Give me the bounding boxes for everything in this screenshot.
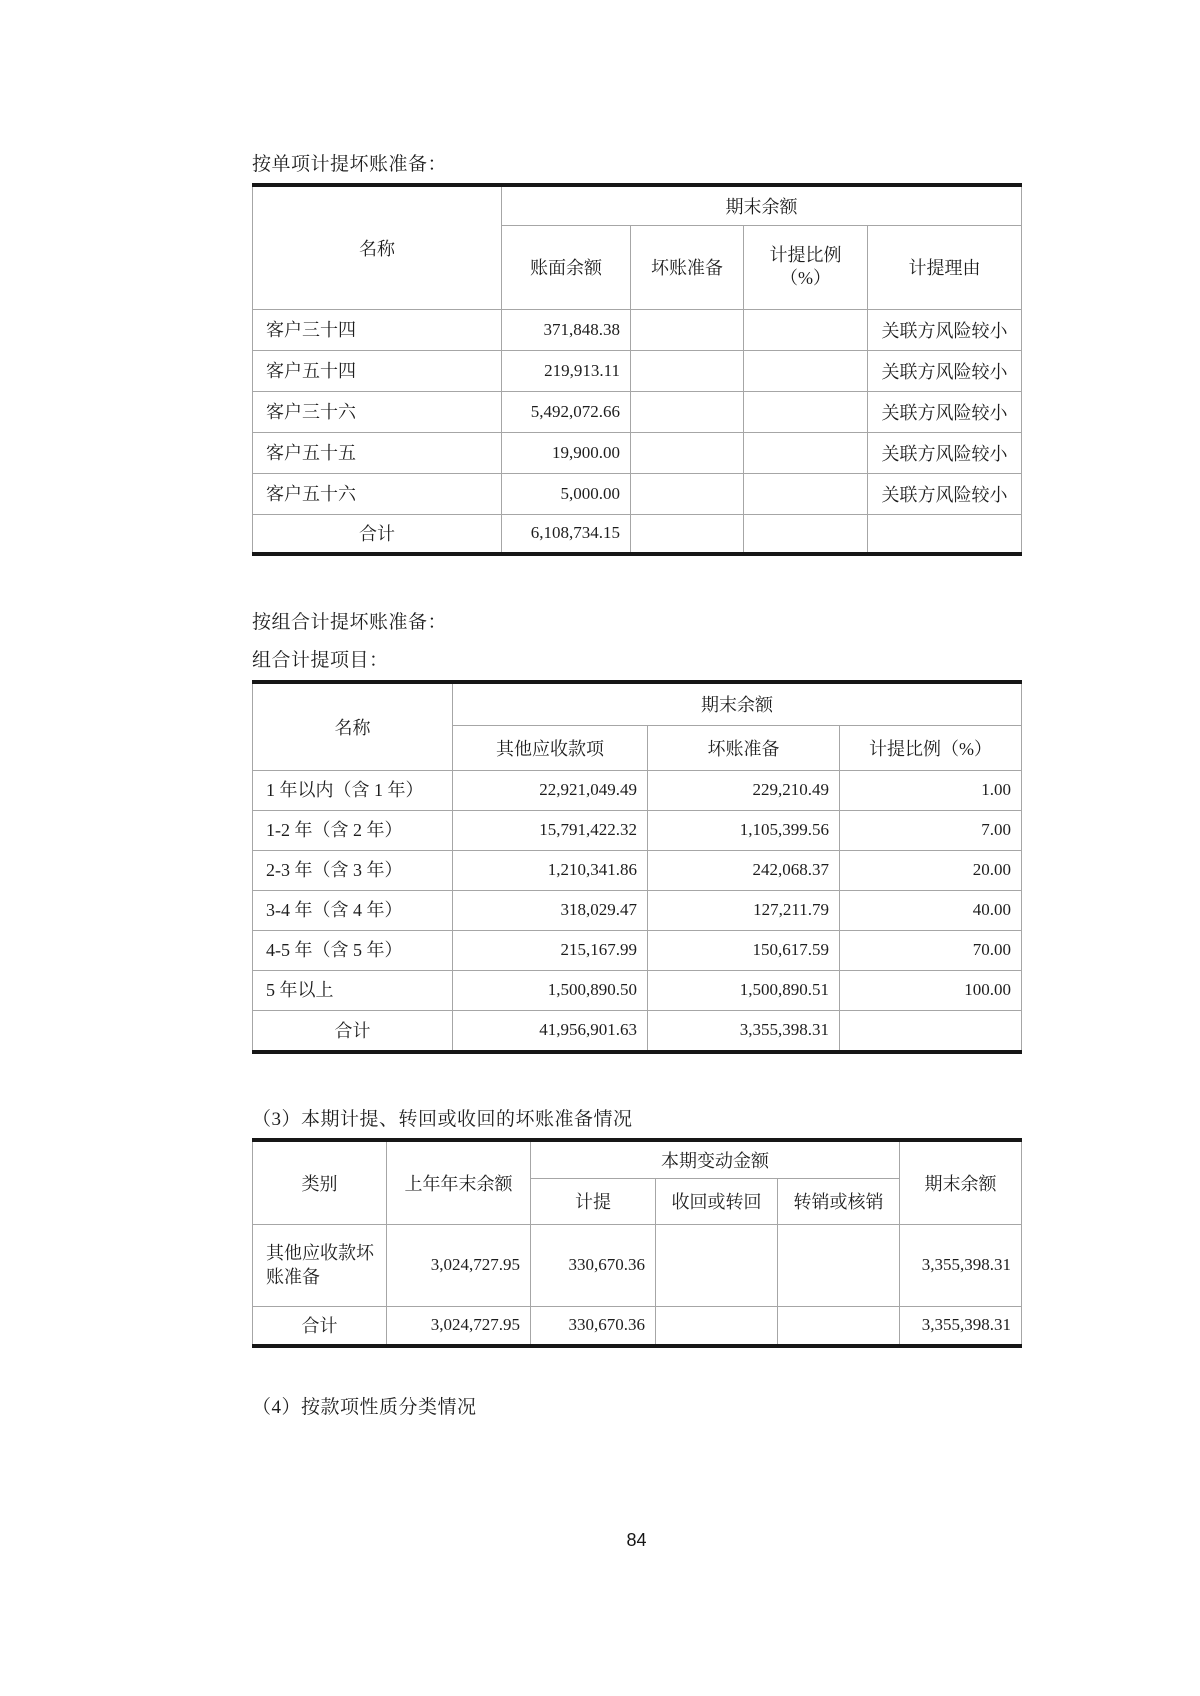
col-header-bad-debt-provision: 坏账准备 [648,725,840,770]
bad-debt-cell: 150,617.59 [648,930,840,970]
total-other-receivables-cell: 41,956,901.63 [453,1010,648,1052]
total-label-cell: 合计 [253,1010,453,1052]
col-header-current-period-change: 本期变动金额 [531,1140,900,1178]
total-book-balance-cell: 6,108,734.15 [502,514,631,554]
reason-cell: 关联方风险较小 [868,473,1022,514]
provision-made-cell: 330,670.36 [531,1224,656,1306]
col-header-other-receivables: 其他应收款项 [453,725,648,770]
col-header-recovered-or-reversed: 收回或转回 [656,1178,778,1224]
total-written-off-cell [778,1306,900,1346]
reason-cell: 关联方风险较小 [868,350,1022,391]
bad-debt-cell [631,309,744,350]
customer-name-cell: 客户五十四 [253,350,502,391]
total-provision-made-cell: 330,670.36 [531,1306,656,1346]
aging-bucket-cell: 5 年以上 [253,970,453,1010]
aging-bucket-cell: 2-3 年（含 3 年） [253,850,453,890]
table-row [253,1224,1022,1306]
total-recovered-cell [656,1306,778,1346]
bad-debt-cell [631,350,744,391]
col-header-bad-debt-provision: 坏账准备 [631,225,744,309]
col-header-period-end-balance: 期末余额 [453,682,1022,725]
total-ratio-cell [840,1010,1022,1052]
table-row [253,850,1022,890]
table-row [253,309,1022,350]
individual-provision-table [252,183,1022,556]
table-row [253,350,1022,391]
ratio-cell [744,473,868,514]
total-reason-cell [868,514,1022,554]
portfolio-provision-table [252,680,1022,1054]
table-row [253,890,1022,930]
provision-ratio-line2: （%） [780,268,831,288]
total-ending-balance-cell: 3,355,398.31 [900,1306,1022,1346]
table-total-row [253,1010,1022,1052]
bad-debt-cell: 242,068.37 [648,850,840,890]
customer-name-cell: 客户三十六 [253,391,502,432]
reason-cell: 关联方风险较小 [868,391,1022,432]
recovered-cell [656,1224,778,1306]
aging-bucket-cell: 4-5 年（含 5 年） [253,930,453,970]
bad-debt-cell: 1,105,399.56 [648,810,840,850]
ratio-cell [744,309,868,350]
ratio-cell [744,391,868,432]
col-header-provision-reason: 计提理由 [868,225,1022,309]
table-header-row [253,682,1022,725]
col-header-prior-year-end-balance: 上年年末余额 [387,1140,531,1224]
aging-bucket-cell: 1 年以内（含 1 年） [253,770,453,810]
table-header-row [253,1140,1022,1178]
table-row [253,970,1022,1010]
table-row [253,810,1022,850]
ratio-cell: 1.00 [840,770,1022,810]
section-subtitle-portfolio-items: 组合计提项目： [252,650,389,671]
reason-cell: 关联方风险较小 [868,309,1022,350]
ending-balance-cell: 3,355,398.31 [900,1224,1022,1306]
total-bad-debt-cell [631,514,744,554]
bad-debt-cell [631,473,744,514]
bad-debt-cell [631,391,744,432]
provision-changes-table [252,1138,1022,1348]
bad-debt-cell: 1,500,890.51 [648,970,840,1010]
section-title-current-period-changes: （3）本期计提、转回或收回的坏账准备情况 [252,1109,633,1130]
bad-debt-cell [631,432,744,473]
customer-name-cell: 客户五十六 [253,473,502,514]
total-label-cell: 合计 [253,1306,387,1346]
customer-name-cell: 客户三十四 [253,309,502,350]
col-header-name: 名称 [253,682,453,770]
other-receivables-cell: 22,921,049.49 [453,770,648,810]
ratio-cell: 40.00 [840,890,1022,930]
col-header-period-end-balance: 期末余额 [502,185,1022,225]
table-row [253,391,1022,432]
total-prior-balance-cell: 3,024,727.95 [387,1306,531,1346]
category-cell: 其他应收款坏账准备 [253,1224,387,1306]
book-balance-cell: 19,900.00 [502,432,631,473]
ratio-cell: 100.00 [840,970,1022,1010]
book-balance-cell: 371,848.38 [502,309,631,350]
table-row [253,473,1022,514]
page-number: 84 [626,1530,647,1550]
book-balance-cell: 5,492,072.66 [502,391,631,432]
total-ratio-cell [744,514,868,554]
ratio-cell [744,432,868,473]
table-header-row [253,185,1022,225]
other-receivables-cell: 1,500,890.50 [453,970,648,1010]
table-total-row [253,514,1022,554]
prior-balance-cell: 3,024,727.95 [387,1224,531,1306]
total-label-cell: 合计 [253,514,502,554]
customer-name-cell: 客户五十五 [253,432,502,473]
other-receivables-cell: 15,791,422.32 [453,810,648,850]
book-balance-cell: 219,913.11 [502,350,631,391]
ratio-cell: 70.00 [840,930,1022,970]
table-total-row [253,1306,1022,1346]
col-header-book-balance: 账面余额 [502,225,631,309]
other-receivables-cell: 318,029.47 [453,890,648,930]
bad-debt-cell: 127,211.79 [648,890,840,930]
section-title-portfolio-provision: 按组合计提坏账准备： [252,612,448,633]
provision-ratio-line1: 计提比例 [769,245,842,265]
table-row [253,432,1022,473]
ratio-cell [744,350,868,391]
col-header-category: 类别 [253,1140,387,1224]
written-off-cell [778,1224,900,1306]
table-row [253,930,1022,970]
col-header-provision-ratio: 计提比例（%） [840,725,1022,770]
other-receivables-cell: 1,210,341.86 [453,850,648,890]
col-header-period-end-balance: 期末余额 [900,1140,1022,1224]
table-row [253,770,1022,810]
other-receivables-cell: 215,167.99 [453,930,648,970]
col-header-provision-ratio [744,225,868,309]
section-title-classification-by-nature: （4）按款项性质分类情况 [252,1397,477,1418]
reason-cell: 关联方风险较小 [868,432,1022,473]
book-balance-cell: 5,000.00 [502,473,631,514]
col-header-written-off: 转销或核销 [778,1178,900,1224]
ratio-cell: 20.00 [840,850,1022,890]
col-header-provision-made: 计提 [531,1178,656,1224]
aging-bucket-cell: 1-2 年（含 2 年） [253,810,453,850]
bad-debt-cell: 229,210.49 [648,770,840,810]
total-bad-debt-cell: 3,355,398.31 [648,1010,840,1052]
ratio-cell: 7.00 [840,810,1022,850]
section-title-individual-provision: 按单项计提坏账准备： [252,154,448,175]
aging-bucket-cell: 3-4 年（含 4 年） [253,890,453,930]
col-header-name: 名称 [253,185,502,309]
